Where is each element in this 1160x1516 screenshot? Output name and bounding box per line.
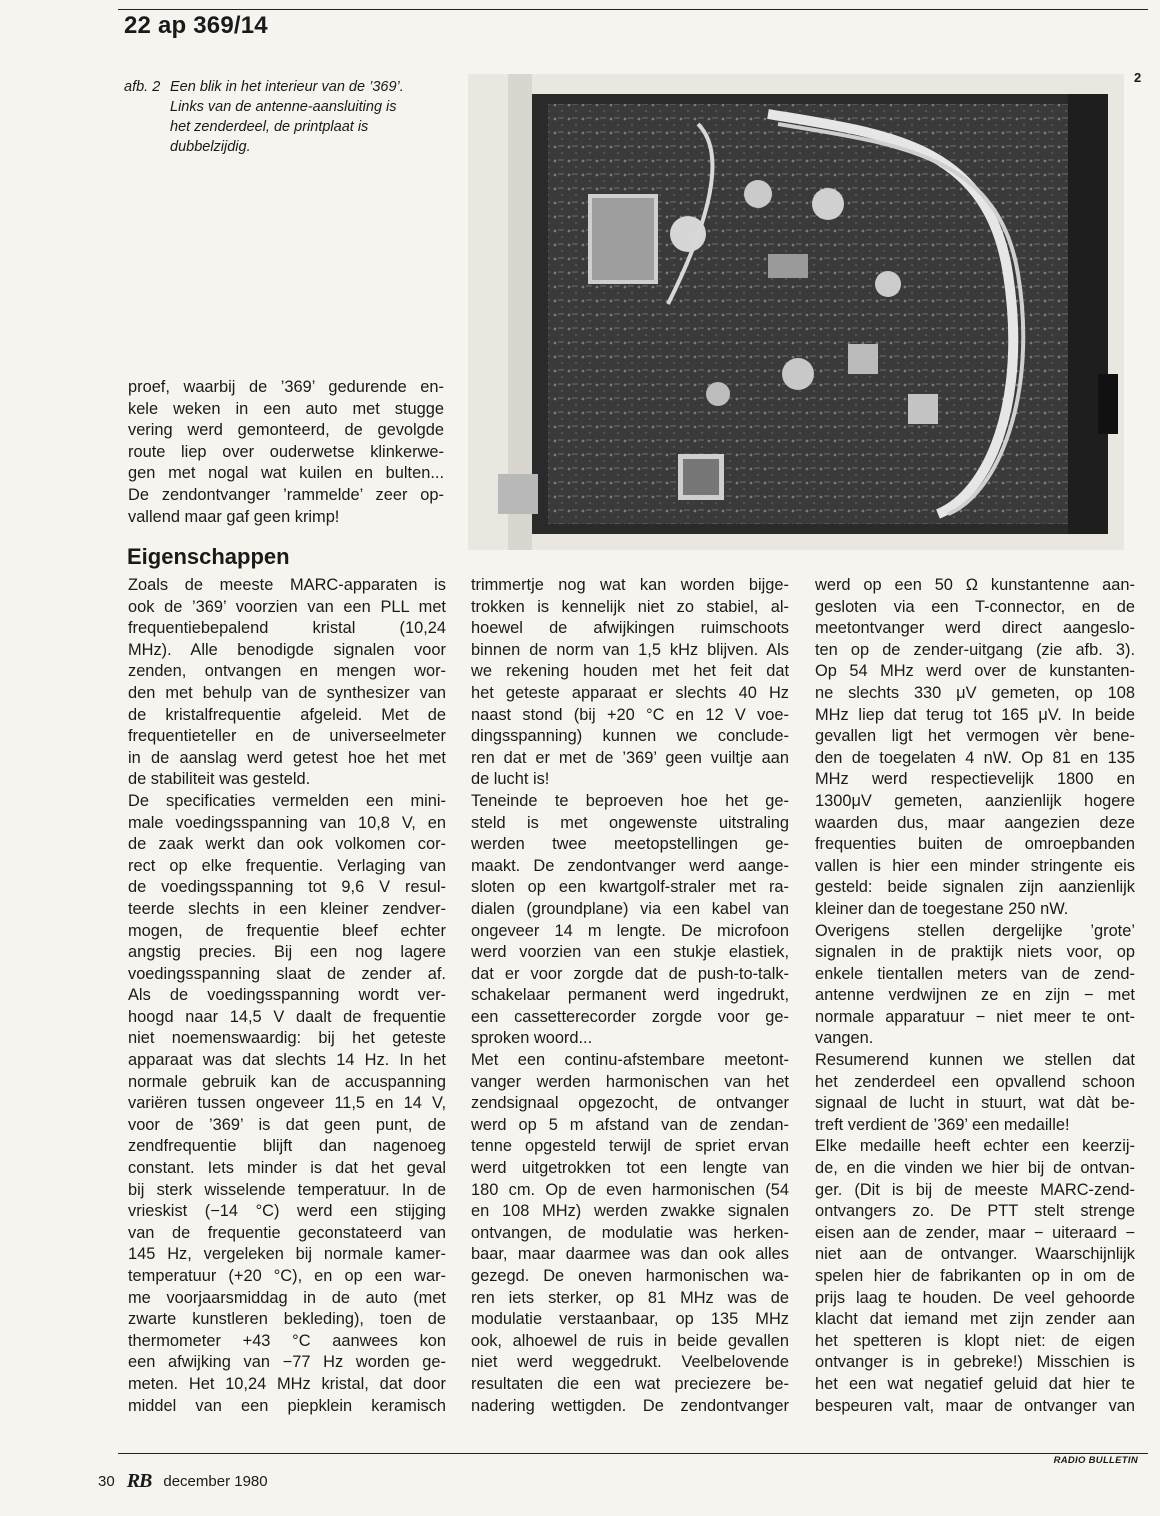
text-line: de lucht is!	[471, 770, 550, 789]
page-number: 30	[98, 1473, 115, 1490]
text-line: signalen in de praktijk niets voor, op	[815, 943, 1135, 962]
figure-caption	[124, 77, 454, 157]
text-line: treft verdient de ’369’ een medaille!	[815, 1115, 1070, 1134]
text-line: schakelaar permanent werd ingedrukt,	[471, 986, 789, 1005]
text-line: dialen (groundplane) via een kabel van	[471, 899, 789, 918]
text-line: variëren tussen ongeveer 11,5 en 14 V,	[128, 1094, 446, 1113]
text-line: ook de ’369’ voorzien van een PLL met	[128, 597, 446, 616]
text-line: route liep over ouderwetse klinkerwe-	[128, 442, 444, 461]
text-line: ne slechts 330 μV gemeten, op 108	[815, 683, 1135, 702]
text-line: meten. Het 10,24 MHz kristal, dat door	[128, 1374, 446, 1393]
text-line: Elke medaille heeft echter een keerzij-	[815, 1137, 1135, 1156]
text-line: normale apparatuur − niet meer te ont-	[815, 1007, 1135, 1026]
text-line: angstig precies. Bij een nog lagere	[128, 943, 446, 962]
text-line: zwarte kunstleren bekleding), toen de	[128, 1310, 446, 1329]
text-line: ren iets sterker, op 81 MHz was de	[471, 1288, 789, 1307]
text-line: den de toegelaten 4 nW. Op 81 en 135	[815, 748, 1135, 767]
text-line: temperatuur (+20 °C), en op een war-	[128, 1267, 446, 1285]
caption-line-2: Links van de antenne-aansluiting is	[170, 99, 397, 115]
text-line: MHz). Alle benodigde signalen voor	[128, 640, 446, 659]
text-line: modulatie verstaanbaar, op 135 MHz	[471, 1310, 789, 1329]
text-line: dat er voor zorgde dat de push-to-talk-	[471, 964, 789, 983]
text-line: de zaak werkt dan ook volkomen cor-	[128, 835, 446, 854]
text-line: prijs laag te houden. De veel gehoorde	[815, 1288, 1135, 1307]
text-line: ten op de zender-uitgang (zie afb. 3).	[815, 640, 1135, 659]
text-line: normale gebruik kan de accuspanning	[128, 1072, 446, 1091]
page-header: 22 ap 369/14	[124, 12, 268, 39]
text-line: niet werd weggedrukt. Veelbelovende	[471, 1353, 789, 1372]
text-line: meetontvanger werd direct aangeslo-	[815, 619, 1135, 638]
text-line: MHz liep dat terug tot 165 μV. In beide	[815, 705, 1135, 724]
photo-illustration	[468, 74, 1124, 550]
text-line: spelen hier de fabrikanten op in om de	[815, 1267, 1135, 1285]
text-line: waarden dus, maar aangezien deze	[815, 813, 1135, 832]
text-line: eisen aan de zender, maar − uiteraard −	[815, 1223, 1135, 1242]
text-line: middel van een piepklein keramisch	[128, 1396, 446, 1415]
text-line: enkele tientallen meters van de zend-	[815, 964, 1135, 983]
text-line: male voedingsspanning van 10,8 V, en	[128, 813, 446, 832]
text-line: het spetteren is klopt niet: de eigen	[815, 1331, 1135, 1350]
text-line: het geteste apparaat er slechts 40 Hz	[471, 683, 789, 702]
circuit-board-photo	[468, 74, 1124, 550]
text-line: proef, waarbij de ’369’ gedurende en-	[128, 378, 444, 396]
text-line: mogen, de frequentie bleef echter	[128, 921, 446, 940]
text-line: tenne opgesteld terwijl de spriet ervan	[471, 1137, 789, 1156]
text-line: ger. (Dit is bij de meeste MARC-zend-	[815, 1180, 1135, 1199]
caption-line-3: het zenderdeel, de printplaat is	[170, 119, 369, 135]
text-line: antenne verdwijnen ze en zijn − met	[815, 986, 1135, 1005]
text-line: Met een continu-afstembare meetont-	[471, 1051, 789, 1070]
text-line: gesteld: beide signalen zijn aanzienlijk	[815, 878, 1135, 897]
text-line: trokken is kennelijk niet zo stabiel, al-	[471, 597, 789, 616]
text-line: me voorjaarsmiddag in de auto (met	[128, 1288, 446, 1307]
text-line: zendfrequentie blijft dan nagenoeg	[128, 1137, 446, 1156]
text-line: kele weken in een auto met stugge	[128, 399, 444, 418]
text-line: we rekening houden met het feit dat	[471, 662, 789, 681]
text-line: constant. Iets minder is dat het geval	[128, 1159, 446, 1178]
text-line: sloten op een kwartgolf-straler met ra-	[471, 878, 789, 897]
caption-line-1: afb. 2 Een blik in het interieur van de ’369’.	[124, 79, 404, 95]
text-line: de stabiliteit was gesteld.	[128, 770, 311, 789]
text-line: resultaten die een wat preciezere be-	[471, 1374, 789, 1393]
footer-rule	[118, 1453, 1148, 1454]
text-line: vallen is hier een minder stringente eis	[815, 856, 1135, 875]
text-line: vallend maar gaf geen krimp!	[128, 507, 340, 526]
text-line: rect op elke frequentie. Verlaging van	[128, 856, 446, 875]
text-line: Als de voedingsspanning wordt ver-	[128, 986, 446, 1005]
text-line: vanger werden harmonischen van het	[471, 1072, 789, 1091]
section-heading: Eigenschappen	[127, 544, 290, 569]
text-line: het een wat negatief geluid dat hier te	[815, 1374, 1135, 1393]
text-line: De specificaties vermelden een mini-	[128, 791, 446, 810]
text-line: het zenderdeel een opvallend schoon	[815, 1072, 1135, 1091]
text-line: frequentiebepalend kristal (10,24	[128, 619, 446, 638]
text-line: binnen de norm van 1,5 kHz blijven. Als	[471, 640, 789, 659]
column-2	[471, 575, 789, 1417]
column-3	[815, 575, 1135, 1417]
text-line: sproken woord...	[471, 1029, 593, 1048]
figure-number: 2	[1134, 70, 1142, 85]
text-line: gezegd. De oneven harmonischen wa-	[471, 1267, 789, 1285]
text-line: trimmertje nog wat kan worden bijge-	[471, 576, 789, 594]
rb-logo: RB	[126, 1470, 152, 1492]
caption-line-4: dubbelzijdig.	[170, 139, 251, 155]
text-line: een cassetterecorder zorgde voor ge-	[471, 1007, 789, 1026]
text-line: ongeveer 14 m lengte. De microfoon	[471, 921, 789, 940]
text-line: bij sterk wisselende temperatuur. In de	[128, 1180, 446, 1199]
text-line: werd op 5 m afstand van de zendan-	[471, 1115, 789, 1134]
text-line: gen met nogal wat kuilen en bulten...	[128, 464, 444, 483]
text-line: 145 Hz, vergeleken bij normale kamer-	[128, 1245, 446, 1264]
text-line: de voedingsspanning tot 9,6 V resul-	[128, 878, 446, 897]
publication-name: RADIO BULLETIN	[1053, 1455, 1138, 1466]
text-line: gesloten via een T-connector, en de	[815, 597, 1135, 616]
text-line: niet noemenswaardig: bij het geteste	[128, 1029, 446, 1048]
issue-date: december 1980	[163, 1473, 268, 1490]
text-line: voor de ’369’ is dat geen punt, de	[128, 1115, 446, 1134]
text-line: maakt. De zendontvanger werd aange-	[471, 856, 789, 875]
text-line: steld is met ongewenste uitstraling	[471, 813, 789, 832]
text-line: frequenties buiten de omroepbanden	[815, 835, 1135, 854]
text-line: ontvanger is in gebreke!) Misschien is	[815, 1353, 1135, 1372]
text-line: vangen.	[815, 1029, 874, 1048]
text-line: ook, alhoewel de ruis in beide gevallen	[471, 1331, 789, 1350]
text-line: naast stond (bij +20 °C en 12 V voe-	[471, 705, 789, 724]
text-line: teerde slechts in een kleiner zendver-	[128, 899, 446, 918]
text-line: dingsspanning) kunnen we conclude-	[471, 727, 789, 746]
text-line: zendsignaal opgezocht, de ontvanger	[471, 1094, 789, 1113]
text-line: een afwijking van −77 Hz worden ge-	[128, 1353, 446, 1372]
text-line: frequentieteller en de universeelmeter	[128, 727, 446, 746]
text-line: hoogd naar 14,5 V daalt de frequentie	[128, 1007, 446, 1026]
column-1	[128, 575, 446, 1417]
text-line: gevallen ligt het vermogen vèr bene-	[815, 727, 1135, 746]
footer	[98, 1470, 268, 1493]
text-line: signaal de lucht in stuurt, wat dàt be-	[815, 1094, 1135, 1113]
text-line: ontvangen, de modulatie was herken-	[471, 1223, 789, 1242]
text-line: thermometer +43 °C aanwees kon	[128, 1331, 446, 1350]
text-line: vrieskist (−14 °C) werd een stijging	[128, 1202, 446, 1221]
text-line: Overigens stellen dergelijke ’grote’	[815, 921, 1135, 940]
text-line: van de frequentie geconstateerd van	[128, 1223, 446, 1242]
text-line: werd voorzien van een stukje elastiek,	[471, 943, 789, 962]
intro-paragraph	[128, 377, 444, 528]
text-line: Zoals de meeste MARC-apparaten is	[128, 576, 446, 594]
text-line: apparaat was dat slechts 14 Hz. In het	[128, 1051, 446, 1070]
text-line: MHz werd respectievelijk 1800 en	[815, 770, 1135, 789]
text-line: den met behulp van de synthesizer van	[128, 683, 446, 702]
text-line: bespeuren valt, maar de ontvanger van	[815, 1396, 1135, 1415]
text-line: de kristalfrequentie afgeleid. Met de	[128, 705, 446, 724]
text-line: niet aan de ontvanger. Waarschijnlijk	[815, 1245, 1135, 1264]
text-line: werd uitgetrokken tot een lengte van	[471, 1159, 789, 1178]
text-line: Op 54 MHz werd over de kunstanten-	[815, 662, 1135, 681]
text-line: baar, maar daarmee was dan ook alles	[471, 1245, 789, 1264]
text-line: werden twee meetopstellingen ge-	[471, 835, 789, 854]
text-line: in de aanslag werd getest hoe het met	[128, 748, 446, 767]
top-rule	[118, 9, 1148, 10]
text-line: ren dat er met de ’369’ geen vuiltje aan	[471, 748, 789, 767]
figure-label: afb. 2	[124, 79, 161, 95]
text-line: ontvangers zo. De PTT stelt strenge	[815, 1202, 1135, 1221]
text-line: 1300μV gemeten, aanzienlijk hogere	[815, 791, 1135, 810]
text-line: vering werd gemonteerd, de gevolgde	[128, 421, 444, 440]
text-line: Teneinde te beproeven hoe het ge-	[471, 791, 789, 810]
text-line: De zendontvanger ’rammelde’ zeer op-	[128, 485, 444, 504]
text-line: klacht dat iemand met zijn zender aan	[815, 1310, 1135, 1329]
text-line: de, en die vinden we hier bij de ontvan-	[815, 1159, 1135, 1178]
text-line: zenden, ontvangen en mengen wor-	[128, 662, 446, 681]
text-line: nadering wettigden. De zendontvanger	[471, 1396, 789, 1415]
text-line: 180 cm. Op de even harmonischen (54	[471, 1180, 789, 1199]
text-line: Resumerend kunnen we stellen dat	[815, 1051, 1135, 1070]
text-line: voedingsspanning slaat de zender af.	[128, 964, 446, 983]
text-line: hoewel de afwijkingen ruimschoots	[471, 619, 789, 638]
text-line: werd op een 50 Ω kunstantenne aan-	[815, 576, 1135, 594]
text-line: kleiner dan de toegestane 250 nW.	[815, 899, 1069, 918]
text-line: en 108 MHz) werden zwakke signalen	[471, 1202, 789, 1221]
